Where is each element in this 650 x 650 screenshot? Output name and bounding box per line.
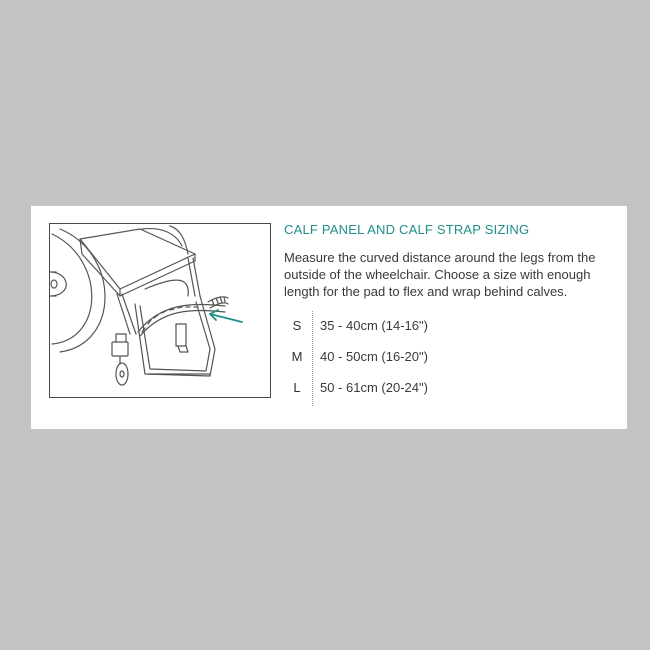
arrow-icon [210, 310, 242, 322]
wheelchair-illustration [49, 223, 271, 398]
seat-icon [80, 226, 195, 296]
card-title: CALF PANEL AND CALF STRAP SIZING [284, 222, 530, 237]
sizing-card [31, 206, 627, 429]
card-description: Measure the curved distance around the legs from the outside of the wheelchair. Choose a size with enough length for the pad to flex and wrap behind calves. [284, 250, 596, 299]
caster-wheel-icon [112, 334, 128, 385]
size-divider [312, 311, 313, 406]
size-range: 40 - 50cm (16-20") [320, 349, 428, 364]
size-range: 35 - 40cm (14-16") [320, 318, 428, 333]
size-label: S [292, 318, 302, 333]
size-range: 50 - 61cm (20-24") [320, 380, 428, 395]
size-label: M [291, 349, 303, 364]
footplate-bracket-icon [176, 324, 188, 352]
size-label: L [293, 380, 301, 395]
calf-strap-icon [138, 297, 228, 336]
rear-wheel-icon [50, 229, 105, 352]
